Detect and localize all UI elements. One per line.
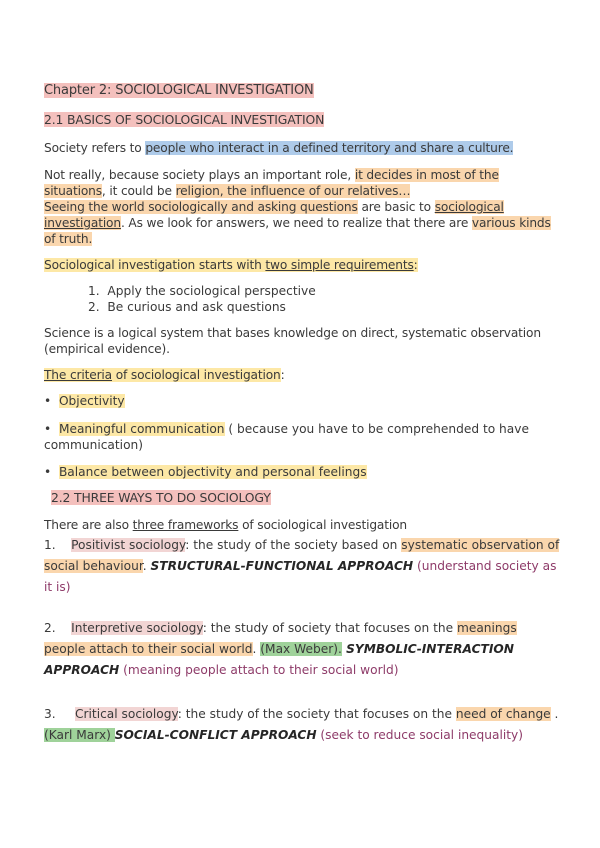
society-definition: Society refers to people who interact in a defined territory and share a culture. <box>44 141 514 155</box>
paragraph-society-role: Not really, because society plays an important role, it decides in most of the situations, it could be religion, the influence of our relatives… Seeing the world sociologically and asking questions are basic to sociological investigation. As we look for answers, we need to realize that there are various kinds of truth. <box>44 168 551 246</box>
criteria-line: The criteria of sociological investigation: <box>44 368 285 382</box>
requirements-line: Sociological investigation starts with two simple requirements: <box>44 258 418 272</box>
framework-positivist: 1. Positivist sociology: the study of the society based on systematic observation of social behaviour. STRUCTURAL-FUNCTIONAL APPROACH (understand society as it is) <box>44 538 560 594</box>
chapter-title: Chapter 2: SOCIOLOGICAL INVESTIGATION <box>44 83 314 98</box>
frameworks-intro: There are also three frameworks of sociological investigation <box>44 518 407 532</box>
section-2-1-heading: 2.1 BASICS OF SOCIOLOGICAL INVESTIGATION <box>44 112 325 127</box>
bullet-objectivity: • Objectivity <box>44 394 125 408</box>
section-2-2-heading: 2.2 THREE WAYS TO DO SOCIOLOGY <box>51 490 271 505</box>
science-definition: Science is a logical system that bases knowledge on direct, systematic observation (empirical evidence). <box>44 326 541 356</box>
list-item: 1. Apply the sociological perspective <box>88 284 316 298</box>
bullet-balance: • Balance between objectivity and personal feelings <box>44 465 367 479</box>
framework-critical: 3. Critical sociology: the study of the society that focuses on the need of change . (Karl Marx) SOCIAL-CONFLICT APPROACH (seek to reduce social inequality) <box>44 707 559 742</box>
bullet-communication: • Meaningful communication ( because you have to be comprehended to have communication) <box>44 422 529 452</box>
framework-interpretive: 2. Interpretive sociology: the study of society that focuses on the meanings people attach to their social world. (Max Weber). SYMBOLIC-INTERACTION APPROACH (meaning people attach to their social world) <box>44 621 517 677</box>
list-item: 2. Be curious and ask questions <box>88 300 286 314</box>
